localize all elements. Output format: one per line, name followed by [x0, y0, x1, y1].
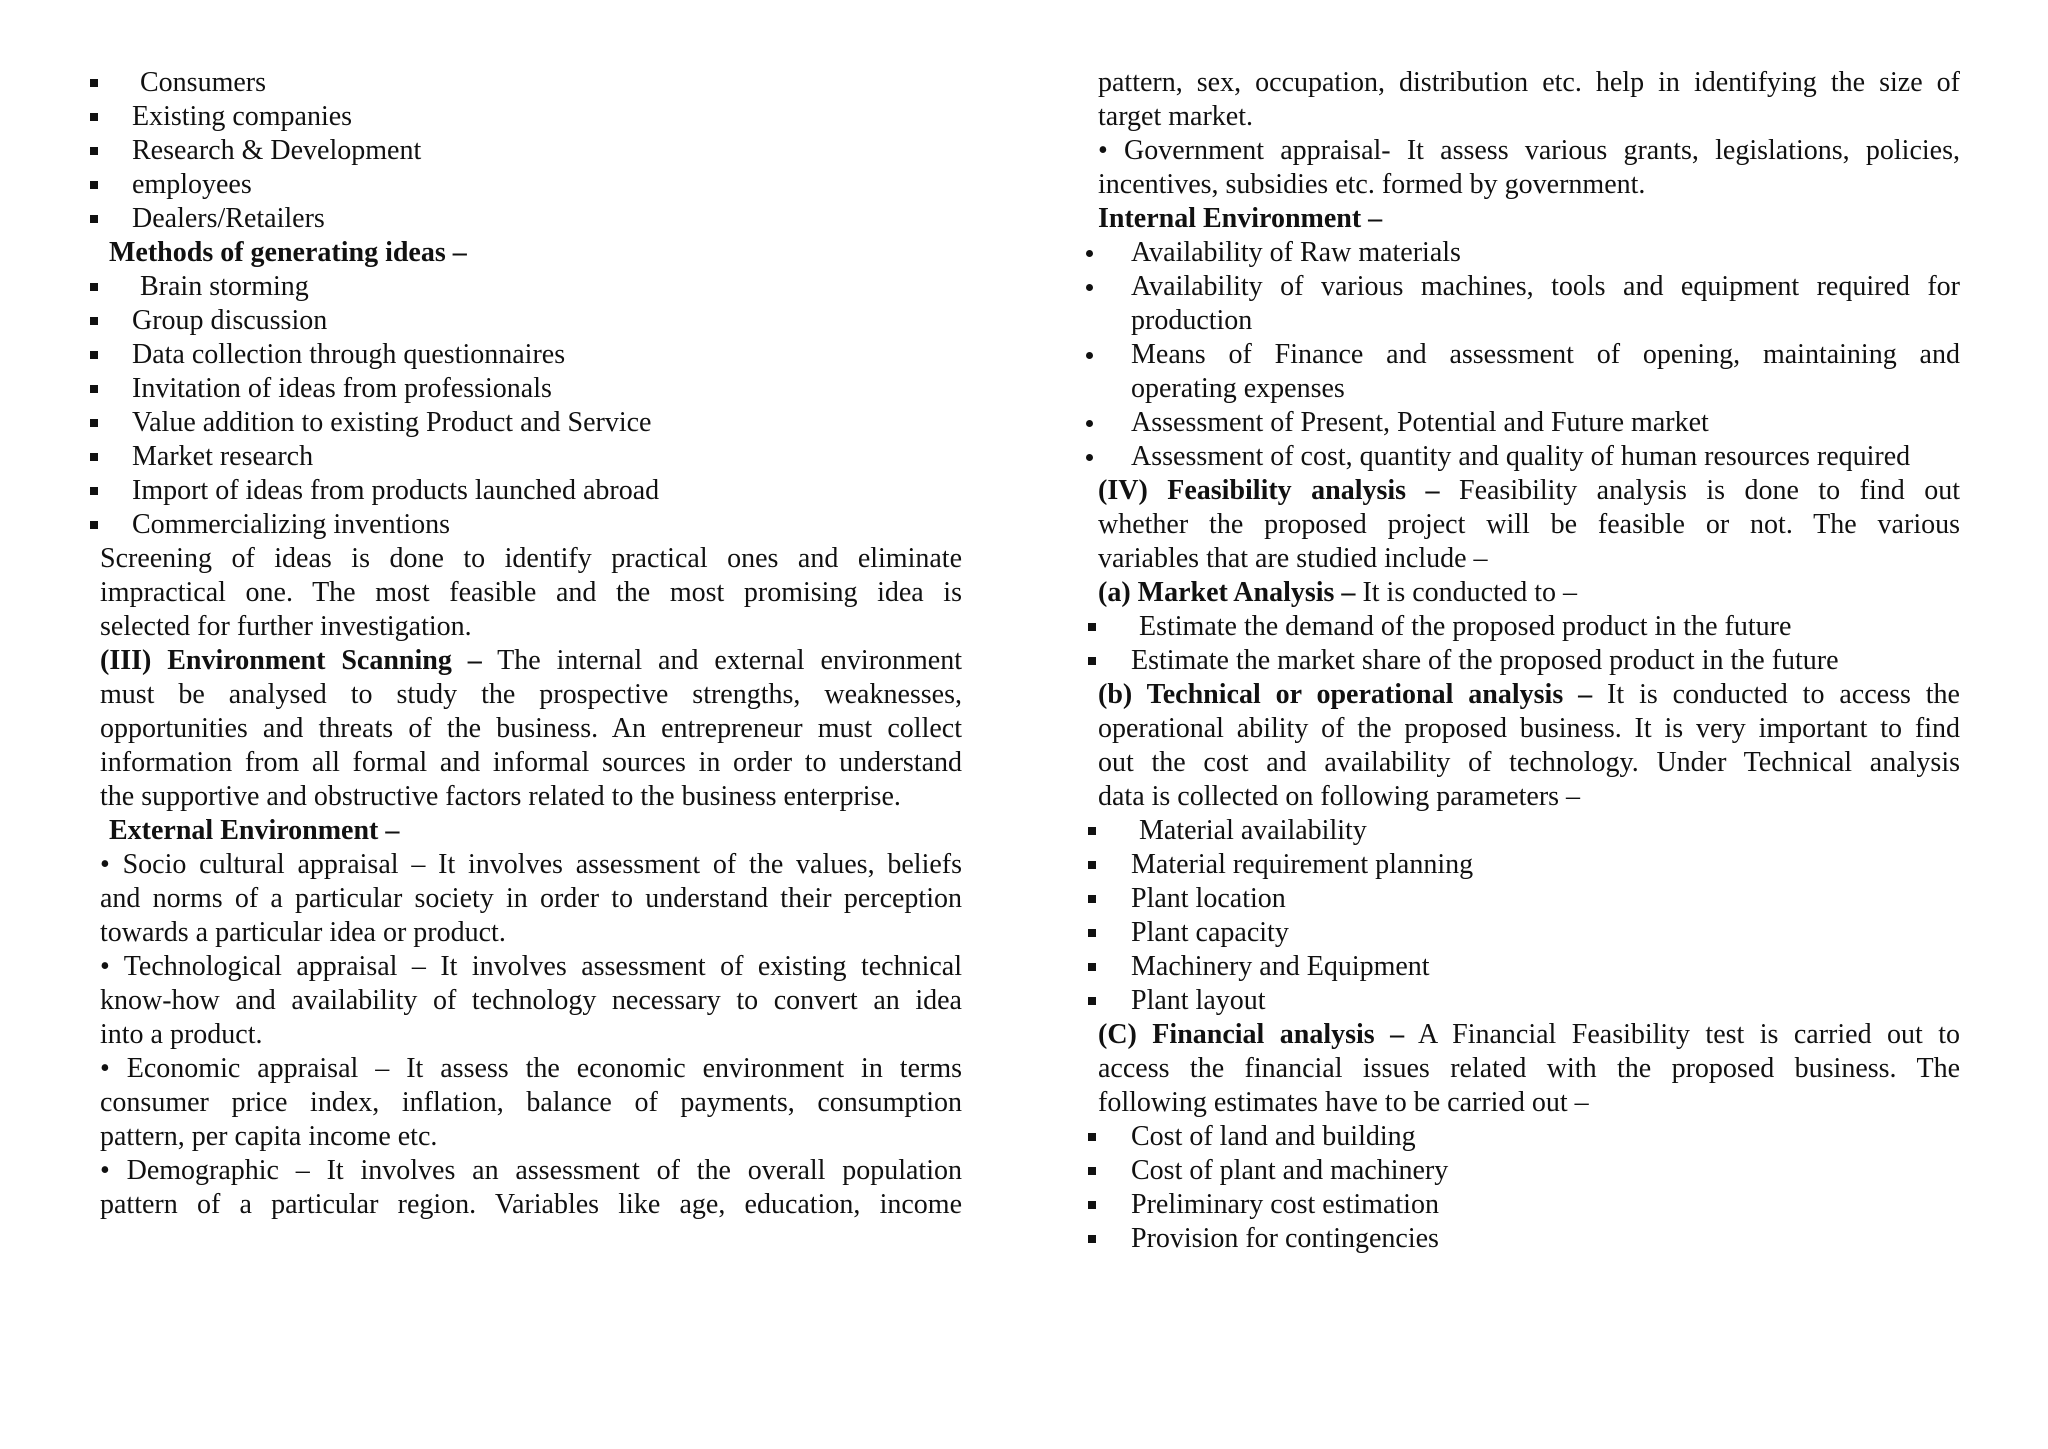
paragraph-line: • Government appraisal- It assess various grants, legislations, policies, — [1098, 135, 1960, 166]
paragraph-line: selected for further investigation. — [100, 611, 472, 642]
paragraph-line: operational ability of the proposed business. It is very important to find — [1098, 713, 1960, 744]
paragraph-line: must be analysed to study the prospective strengths, weaknesses, — [100, 679, 962, 710]
paragraph-line: pattern of a particular region. Variables like age, education, income — [100, 1189, 962, 1220]
list-item: Means of Finance and assessment of opening, maintaining and — [1131, 339, 1960, 370]
list-item: Material availability — [1139, 815, 1367, 846]
list-item: Machinery and Equipment — [1131, 951, 1430, 982]
paragraph-line: opportunities and threats of the business. An entrepreneur must collect — [100, 713, 962, 744]
list-item: Availability of Raw materials — [1131, 237, 1461, 268]
list-item: Brain storming — [140, 271, 309, 302]
list-item: Preliminary cost estimation — [1131, 1189, 1439, 1220]
paragraph-line: • Technological appraisal – It involves assessment of existing technical — [100, 951, 962, 982]
list-item: Plant layout — [1131, 985, 1266, 1016]
paragraph-line: (III) Environment Scanning – The internal and external environment — [100, 645, 962, 676]
list-item: Value addition to existing Product and Service — [132, 407, 652, 438]
paragraph-line: consumer price index, inflation, balance of payments, consumption — [100, 1087, 962, 1118]
section-title: (b) Technical or operational analysis – — [1098, 679, 1593, 710]
paragraph-line: out the cost and availability of technology. Under Technical analysis — [1098, 747, 1960, 778]
right-column — [1098, 66, 1960, 1256]
list-item-continuation: production — [1131, 305, 1253, 336]
paragraph-line: (IV) Feasibility analysis – Feasibility analysis is done to find out — [1098, 475, 1960, 506]
left-column — [100, 66, 962, 1222]
paragraph-line: (C) Financial analysis – A Financial Feasibility test is carried out to — [1098, 1019, 1960, 1050]
paragraph-line: data is collected on following parameters – — [1098, 781, 1581, 812]
paragraph-line: incentives, subsidies etc. formed by government. — [1098, 169, 1646, 200]
paragraph-line: into a product. — [100, 1019, 263, 1050]
paragraph-line: variables that are studied include – — [1098, 543, 1488, 574]
paragraph-line: whether the proposed project will be feasible or not. The various — [1098, 509, 1960, 540]
list-item: Research & Development — [132, 135, 422, 166]
list-item: Plant location — [1131, 883, 1286, 914]
paragraph-line: target market. — [1098, 101, 1253, 132]
paragraph-line: • Socio cultural appraisal – It involves assessment of the values, beliefs — [100, 849, 962, 880]
paragraph-line: (b) Technical or operational analysis – It is conducted to access the — [1098, 679, 1960, 710]
list-item: Dealers/Retailers — [132, 203, 325, 234]
paragraph-line: impractical one. The most feasible and the most promising idea is — [100, 577, 962, 608]
paragraph-line: Screening of ideas is done to identify practical ones and eliminate — [100, 543, 962, 574]
list-item: Provision for contingencies — [1131, 1223, 1439, 1254]
paragraph-line: pattern, per capita income etc. — [100, 1121, 438, 1152]
list-item: Material requirement planning — [1131, 849, 1474, 880]
list-item: Import of ideas from products launched abroad — [132, 475, 660, 506]
list-item: Assessment of cost, quantity and quality of human resources required — [1131, 441, 1911, 472]
list-item: Assessment of Present, Potential and Future market — [1131, 407, 1709, 438]
list-item: Cost of plant and machinery — [1131, 1155, 1449, 1186]
section-heading: Methods of generating ideas – — [109, 237, 467, 268]
section-title: (C) Financial analysis – — [1098, 1019, 1405, 1050]
list-item-continuation: operating expenses — [1131, 373, 1345, 404]
paragraph-line: • Economic appraisal – It assess the economic environment in terms — [100, 1053, 962, 1084]
paragraph-line: (a) Market Analysis – It is conducted to – — [1098, 577, 1578, 608]
list-item: Data collection through questionnaires — [132, 339, 566, 370]
paragraph-line: following estimates have to be carried out – — [1098, 1087, 1589, 1118]
list-item: employees — [132, 169, 252, 200]
list-item: Market research — [132, 441, 314, 472]
paragraph-line: towards a particular idea or product. — [100, 917, 506, 948]
list-item: Invitation of ideas from professionals — [132, 373, 552, 404]
section-heading: Internal Environment – — [1098, 203, 1383, 234]
list-item: Cost of land and building — [1131, 1121, 1416, 1152]
list-item: Availability of various machines, tools and equipment required for — [1131, 271, 1960, 302]
list-item: Estimate the demand of the proposed product in the future — [1139, 611, 1792, 642]
list-item: Commercializing inventions — [132, 509, 451, 540]
paragraph-line: and norms of a particular society in order to understand their perception — [100, 883, 962, 914]
list-item: Group discussion — [132, 305, 328, 336]
section-title: (a) Market Analysis – — [1098, 577, 1356, 608]
paragraph-line: the supportive and obstructive factors related to the business enterprise. — [100, 781, 901, 812]
list-item: Consumers — [140, 67, 266, 98]
paragraph-line: access the financial issues related with the proposed business. The — [1098, 1053, 1960, 1084]
section-title: (III) Environment Scanning – — [100, 645, 482, 676]
paragraph-line: know-how and availability of technology necessary to convert an idea — [100, 985, 962, 1016]
paragraph-line: pattern, sex, occupation, distribution etc. help in identifying the size of — [1098, 67, 1960, 98]
list-item: Estimate the market share of the proposed product in the future — [1131, 645, 1839, 676]
section-heading: External Environment – — [109, 815, 400, 846]
paragraph-line: • Demographic – It involves an assessment of the overall population — [100, 1155, 962, 1186]
section-title: (IV) Feasibility analysis – — [1098, 475, 1440, 506]
list-item: Existing companies — [132, 101, 353, 132]
list-item: Plant capacity — [1131, 917, 1289, 948]
paragraph-line: information from all formal and informal sources in order to understand — [100, 747, 962, 778]
